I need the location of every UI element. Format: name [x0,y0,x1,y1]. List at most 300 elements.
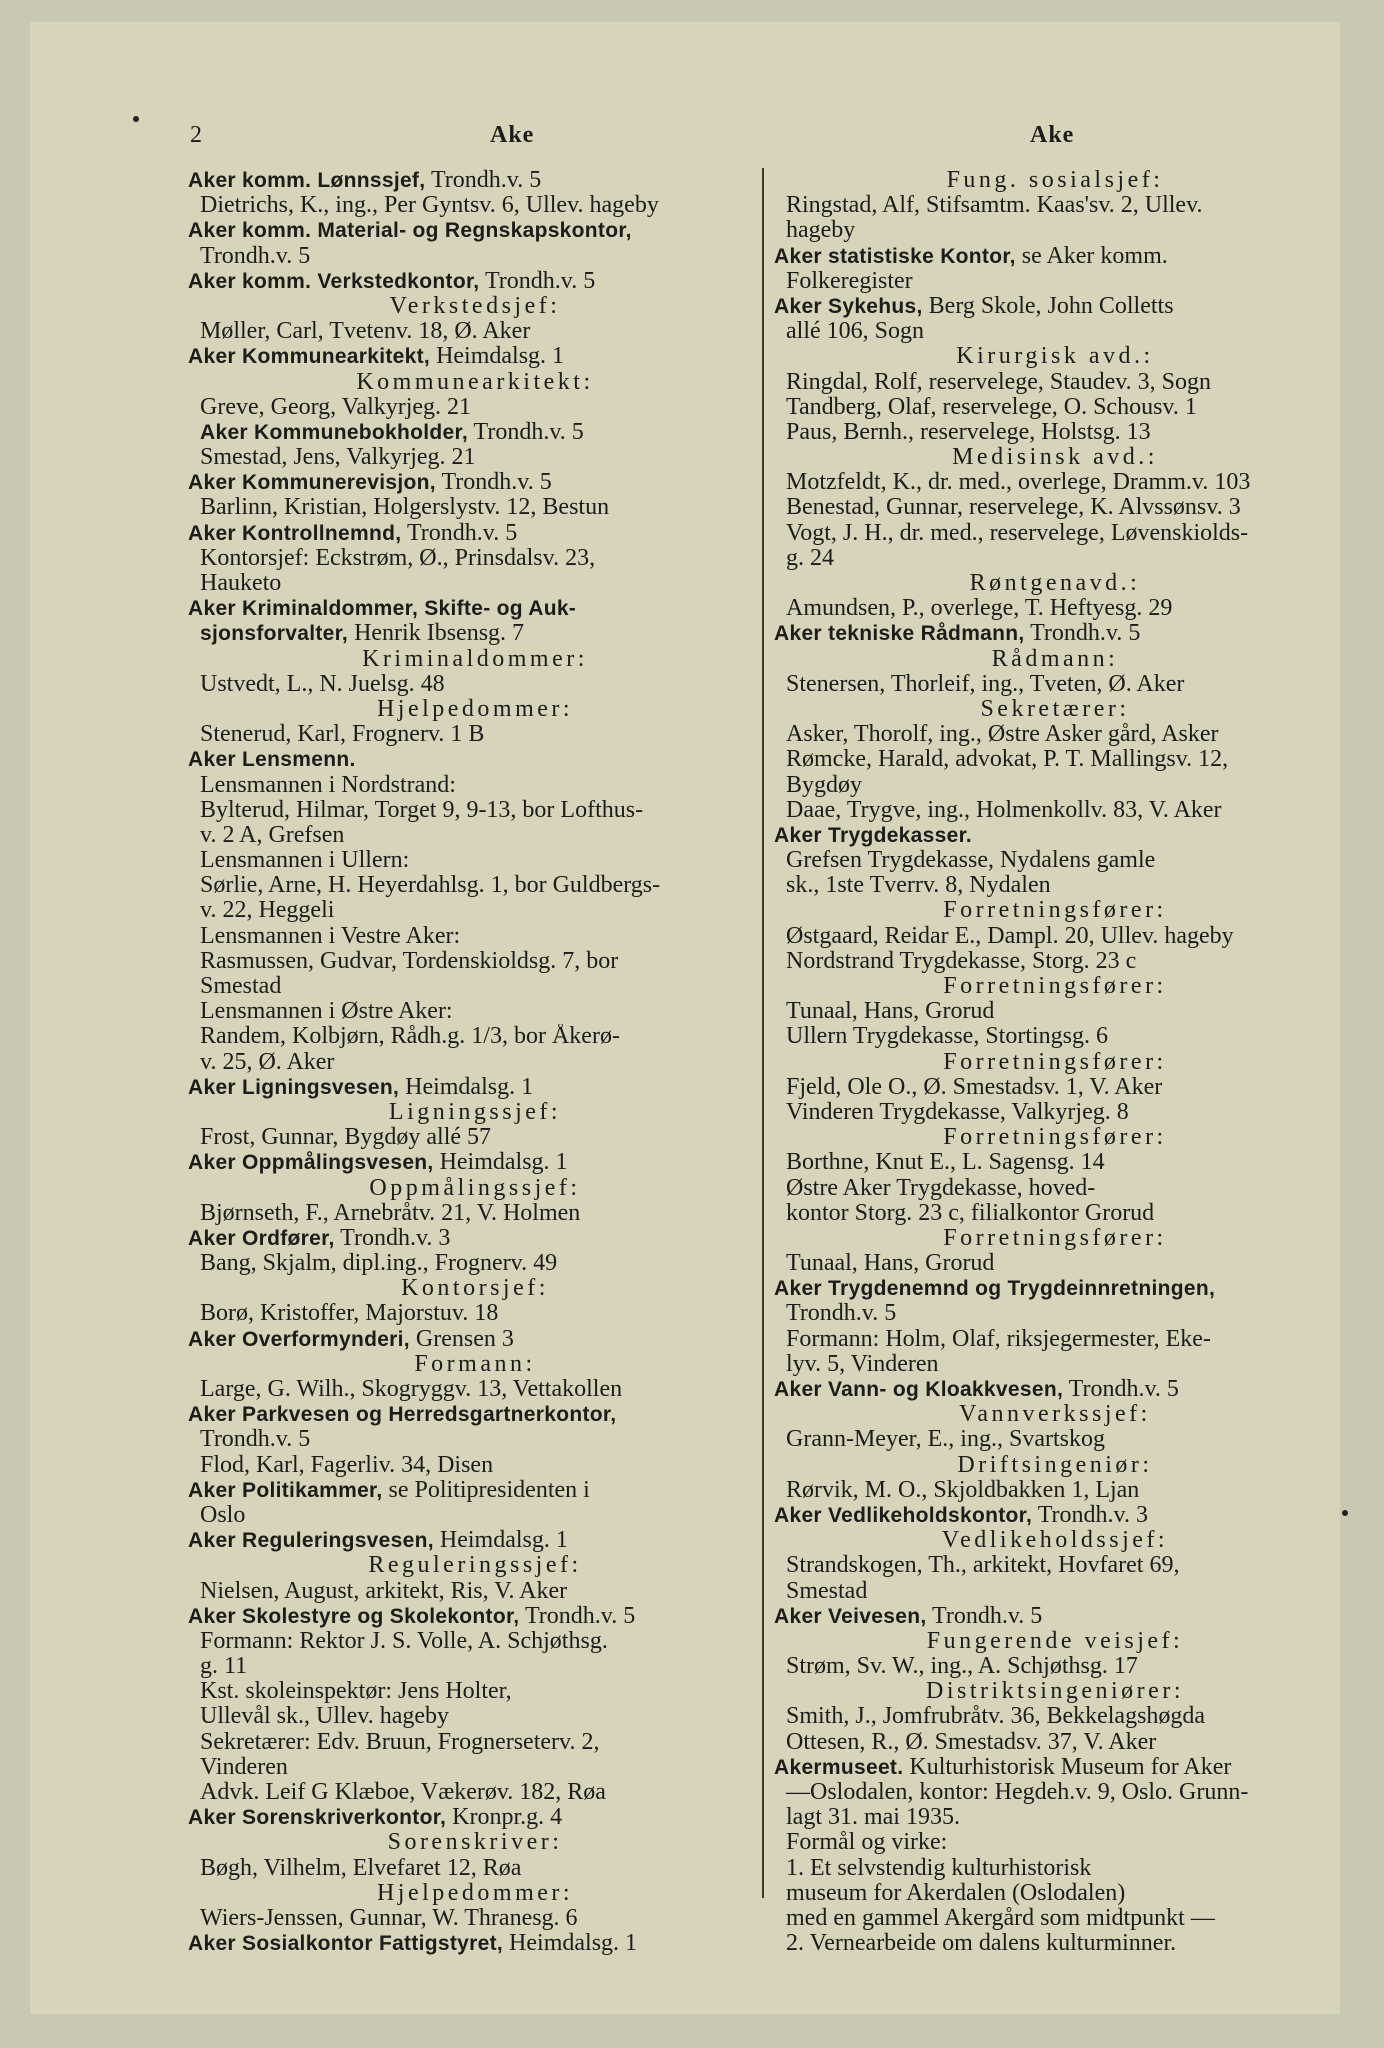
entry-text: Østre Aker Trygdekasse, hoved- [786,1175,1096,1201]
directory-line [774,873,1336,898]
entry-name: Aker Politikammer, [188,1478,383,1502]
entry-text: Trondh.v. 5 [425,168,542,193]
entry-text: Trondh.v. 5 [1063,1377,1179,1402]
entry-name: Aker Kriminaldommer, Skifte- og Auk- [188,597,577,621]
entry-name: Aker Vedlikeholdskontor, [774,1503,1033,1527]
entry-text: Smith, J., Jomfrubråtv. 36, Bekkelagshøgda [786,1704,1206,1730]
entry-text: Vinderen Trygdekasse, Valkyrjeg. 8 [786,1099,1129,1125]
directory-line [188,1654,762,1679]
entry-text: Stenerud, Karl, Frognerv. 1 B [200,722,485,748]
entry-text: Reguleringssjef: [368,1553,582,1579]
entry-name: Akermuseet. [774,1755,904,1779]
entry-name: Aker Veivesen, [774,1604,927,1628]
directory-line [774,420,1336,445]
directory-line [188,722,762,747]
entry-name: Aker Ordfører, [188,1226,335,1250]
directory-line [188,319,762,344]
entry-text: Flod, Karl, Fagerliv. 34, Disen [200,1452,494,1478]
entry-text: Sorenskriver: [387,1830,563,1856]
directory-line [774,370,1336,395]
entry-text: Kriminaldommer: [362,646,588,672]
entry-text: Frost, Gunnar, Bygdøy allé 57 [200,1125,492,1151]
directory-line [774,1856,1336,1881]
entry-text: Fjeld, Ole O., Ø. Smestadsv. 1, V. Aker [786,1074,1163,1100]
directory-line [188,974,762,999]
directory-subheading [188,1176,762,1201]
entry-text: lagt 31. mai 1935. [786,1805,960,1831]
entry-text: hageby [786,218,856,244]
entry-name: Aker Kommunearkitekt, [188,345,431,369]
entry-text: Formann: [414,1351,536,1377]
directory-subheading [774,647,1336,672]
entry-text: Sekretærer: [980,696,1130,722]
entry-text: Grann-Meyer, E., ing., Svartskog [786,1427,1105,1453]
entry-text: 2. Vernearbeide om dalens kulturminner. [786,1931,1177,1957]
directory-line [188,949,762,974]
entry-text: Trondh.v. 5 [1024,621,1141,647]
entry-text: Vannverkssjef: [959,1402,1151,1428]
entry-text: Vinderen [200,1754,288,1780]
entry-text: Ringstad, Alf, Stifsamtm. Kaas'sv. 2, Ullev. [786,193,1203,219]
directory-line [188,1755,762,1780]
entry-text: Heimdalsg. 1 [433,1528,568,1554]
entry-text: Grefsen Trygdekasse, Nydalens gamle [786,848,1156,874]
directory-subheading [774,898,1336,923]
directory-line [774,1830,1336,1855]
directory-line [774,1906,1336,1931]
directory-line [774,1730,1336,1755]
entry-text: Trondh.v. 5 [200,1427,311,1453]
entry-text: lyv. 5, Vinderen [786,1351,939,1377]
entry-text: Rådmann: [991,646,1119,672]
directory-line [188,1579,762,1604]
directory-entry-heading [188,470,762,495]
directory-entry-heading [188,269,762,294]
entry-text: Henrik Ibsensg. 7 [348,621,525,647]
directory-line [774,1301,1336,1326]
directory-line [774,1780,1336,1805]
entry-text: Forretningsfører: [943,1225,1167,1251]
entry-text: allé 106, Sogn [786,319,924,345]
entry-text: g. 11 [200,1654,248,1680]
directory-line [188,546,762,571]
entry-text: Vogt, J. H., dr. med., reservelege, Løvenskiolds- [786,520,1249,546]
entry-name: Aker Trygdenemnd og Trygdeinnretningen, [774,1277,1216,1301]
directory-entry-heading [188,596,762,621]
entry-text: Bygdøy [786,772,863,798]
directory-line [774,269,1336,294]
entry-text: Asker, Thorolf, ing., Østre Asker gård, Asker [786,722,1219,748]
directory-line [188,1704,762,1729]
entry-text: Medisinsk avd.: [952,445,1158,471]
entry-text: Fungerende veisjef: [926,1628,1184,1654]
entry-text: Ustvedt, L., N. Juelsg. 48 [200,671,445,697]
directory-entry-heading [774,1276,1336,1301]
directory-line [774,1352,1336,1377]
entry-text: Hauketo [200,571,282,596]
directory-entry-heading [774,244,1336,269]
entry-text: Folkeregister [786,268,913,294]
entry-name: Aker Lensmenn. [188,748,356,772]
directory-line [188,1201,762,1226]
entry-text: Vedlikeholdssjef: [941,1528,1169,1554]
directory-entry-heading [774,621,1336,646]
entry-text: Rømcke, Harald, advokat, P. T. Mallingsv. 12, [786,747,1229,773]
entry-text: se Politipresidenten i [382,1477,590,1503]
directory-line [774,218,1336,243]
directory-line [774,521,1336,546]
directory-line [188,1427,762,1452]
entry-text: Trondh.v. 5 [519,1603,636,1629]
entry-text: Trondh.v. 5 [786,1301,897,1327]
entry-text: Rørvik, M. O., Skjoldbakken 1, Ljan [786,1477,1140,1503]
entry-name: Aker Oppmålingsvesen, [188,1151,434,1175]
entry-text: Large, G. Wilh., Skogryggv. 13, Vettakollen [200,1377,623,1402]
entry-name: Aker Reguleringsvesen, [188,1529,434,1553]
entry-text: Oslo [200,1502,246,1528]
directory-line [774,924,1336,949]
entry-text: Wiers-Jenssen, Gunnar, W. Thranesg. 6 [200,1905,578,1931]
column-divider [762,168,764,1898]
directory-line [774,848,1336,873]
entry-text: Forretningsfører: [943,1049,1167,1075]
directory-line [188,1503,762,1528]
directory-subheading [188,1352,762,1377]
print-speck [133,116,139,122]
directory-line [188,1251,762,1276]
directory-line [774,1100,1336,1125]
directory-line [774,1201,1336,1226]
directory-subheading [774,1226,1336,1251]
entry-text: —Oslodalen, kontor: Hegdeh.v. 9, Oslo. Grunn- [786,1780,1249,1805]
directory-entry-heading [188,218,762,243]
entry-text: Stenersen, Thorleif, ing., Tveten, Ø. Aker [786,671,1185,697]
directory-line [774,1704,1336,1729]
directory-subheading [774,1679,1336,1704]
entry-text: Distriktsingeniører: [926,1679,1184,1705]
directory-entry-heading [188,1402,762,1427]
directory-line [774,319,1336,344]
directory-subheading [774,445,1336,470]
entry-text: Kirurgisk avd.: [956,344,1154,370]
entry-name: Aker Overformynderi, [188,1327,410,1351]
entry-text: Berg Skole, John Colletts [922,293,1174,319]
directory-line [774,1327,1336,1352]
entry-text: Sørlie, Arne, H. Heyerdahlsg. 1, bor Guldbergs- [200,873,661,899]
entry-text: Trondh.v. 3 [334,1225,451,1251]
directory-line [188,798,762,823]
entry-text: Sekretærer: Edv. Bruun, Frognerseterv. 2, [200,1729,600,1755]
directory-line [774,1427,1336,1452]
entry-text: Benestad, Gunnar, reservelege, K. Alvssønsv. 3 [786,495,1241,521]
directory-line [188,193,762,218]
entry-text: Hjelpedommer: [376,696,574,722]
directory-line [774,1579,1336,1604]
directory-line [774,1553,1336,1578]
directory-entry-heading [188,1478,762,1503]
directory-entry-heading [188,1604,762,1629]
entry-text: v. 25, Ø. Aker [200,1049,335,1075]
directory-subheading [774,1453,1336,1478]
directory-line [774,1654,1336,1679]
directory-entry-heading [188,168,762,193]
directory-entry-heading [774,1604,1336,1629]
directory-line [774,773,1336,798]
directory-subheading [774,571,1336,596]
directory-line [188,1125,762,1150]
entry-text: v. 22, Heggeli [200,898,335,924]
directory-line [774,722,1336,747]
directory-line [188,1780,762,1805]
running-head-right: Ake [1030,122,1075,148]
directory-line [188,823,762,848]
entry-text: Oppmålingssjef: [369,1175,581,1201]
entry-text: Kst. skoleinspektør: Jens Holter, [200,1679,512,1705]
entry-text: Grensen 3 [409,1326,514,1352]
directory-line [188,924,762,949]
directory-subheading [188,647,762,672]
directory-line [188,773,762,798]
entry-text: Bøgh, Vilhelm, Elvefaret 12, Røa [200,1855,522,1881]
directory-line [774,495,1336,520]
entry-text: Heimdalsg. 1 [399,1074,534,1100]
page-number: 2 [190,122,202,148]
directory-entry-heading [774,294,1336,319]
directory-line [774,798,1336,823]
entry-text: Trondh.v. 5 [926,1603,1043,1629]
directory-entry-heading [188,1075,762,1100]
print-speck [1342,1510,1348,1516]
directory-subheading [774,344,1336,369]
directory-entry-heading [188,621,762,646]
directory-line [188,244,762,269]
entry-text: med en gammel Akergård som midtpunkt — [786,1905,1215,1931]
entry-name: Aker Sosialkontor Fattigstyret, [188,1932,504,1956]
directory-entry-heading [188,1226,762,1251]
directory-line [774,1075,1336,1100]
entry-text: Greve, Georg, Valkyrjeg. 21 [200,394,472,420]
directory-line [774,999,1336,1024]
directory-entry-heading [188,1931,762,1956]
directory-subheading [774,1050,1336,1075]
entry-name: Aker Kontrollnemnd, [188,521,402,545]
directory-entry-heading [774,1377,1336,1402]
directory-line [188,445,762,470]
directory-line [774,747,1336,772]
entry-text: Verkstedsjef: [389,293,561,319]
entry-text: kontor Storg. 23 c, filialkontor Grorud [786,1200,1155,1226]
entry-name: Aker Trygdekasser. [774,823,973,847]
entry-text: Advk. Leif G Klæboe, Vækerøv. 182, Røa [200,1780,606,1805]
directory-line [774,395,1336,420]
directory-line [188,873,762,898]
entry-text: Formål og virke: [786,1830,948,1856]
directory-subheading [188,1276,762,1301]
directory-line [774,1478,1336,1503]
directory-subheading [188,1100,762,1125]
entry-text: sk., 1ste Tverrv. 8, Nydalen [786,873,1051,899]
directory-line [188,1629,762,1654]
entry-text: Barlinn, Kristian, Holgerslystv. 12, Bestun [200,495,610,521]
entry-name: Aker statistiske Kontor, [774,244,1016,268]
directory-line [188,1679,762,1704]
entry-text: Nordstrand Trygdekasse, Storg. 23 c [786,948,1137,974]
directory-subheading [774,1629,1336,1654]
directory-line [774,1176,1336,1201]
directory-line [188,1730,762,1755]
entry-text: Smestad, Jens, Valkyrjeg. 21 [200,445,476,471]
entry-name: Aker Sykehus, [774,294,923,318]
directory-entry-heading [188,1327,762,1352]
directory-line [774,470,1336,495]
entry-name: Aker Kommunerevisjon, [188,471,436,495]
entry-name: Aker komm. Verkstedkontor, [188,269,480,293]
directory-line [188,1453,762,1478]
entry-text: Randem, Kolbjørn, Rådh.g. 1/3, bor Åkerø- [200,1024,620,1050]
entry-text: Røntgenavd.: [969,571,1141,596]
entry-text: Strandskogen, Th., arkitekt, Hovfaret 69, [786,1553,1180,1579]
entry-text: Kommunearkitekt: [356,369,594,395]
entry-text: Ullevål sk., Ullev. hageby [200,1704,450,1730]
entry-name: Aker Skolestyre og Skolekontor, [188,1604,520,1628]
entry-name: Aker komm. Material- og Regnskapskontor, [188,219,632,243]
entry-text: g. 24 [786,545,834,571]
directory-subheading [188,1830,762,1855]
entry-text: Hjelpedommer: [376,1880,574,1906]
directory-line [188,999,762,1024]
entry-name: Aker Kommunebokholder, [200,420,468,444]
entry-text: Tunaal, Hans, Grorud [786,1251,995,1277]
entry-text: Lensmannen i Nordstrand: [200,772,456,798]
entry-text: Trondh.v. 3 [1032,1502,1148,1528]
entry-text: Bang, Skjalm, dipl.ing., Frognerv. 49 [200,1251,558,1277]
directory-line [188,1856,762,1881]
directory-line [188,848,762,873]
directory-line [774,596,1336,621]
directory-line [774,1024,1336,1049]
entry-text: Motzfeldt, K., dr. med., overlege, Dramm.v. 103 [786,470,1251,496]
directory-line [774,1251,1336,1276]
entry-text: Ullern Trygdekasse, Stortingsg. 6 [786,1024,1109,1050]
entry-text: Lensmannen i Østre Aker: [200,999,453,1025]
entry-text: Heimdalsg. 1 [430,344,565,370]
directory-entry-heading [188,1150,762,1175]
entry-text: Ringdal, Rolf, reservelege, Staudev. 3, Sogn [786,369,1212,395]
entry-text: Heimdalsg. 1 [503,1931,638,1957]
directory-line [774,672,1336,697]
directory-subheading [774,697,1336,722]
entry-text: Daae, Trygve, ing., Holmenkollv. 83, V. Aker [786,797,1222,823]
directory-subheading [188,370,762,395]
entry-text: Trondh.v. 5 [467,419,584,445]
directory-line [188,1377,762,1402]
directory-entry-heading [774,1755,1336,1780]
directory-subheading [188,1881,762,1906]
directory-entry-heading [774,1503,1336,1528]
directory-entry-heading [188,747,762,772]
entry-name: sjonsforvalter, [200,622,349,646]
directory-entry-heading [774,823,1336,848]
entry-text: Borø, Kristoffer, Majorstuv. 18 [200,1301,499,1327]
entry-text: Forretningsfører: [943,974,1167,999]
entry-text: Paus, Bernh., reservelege, Holstsg. 13 [786,419,1151,445]
directory-entry-heading [188,344,762,369]
directory-entry-heading [188,1805,762,1830]
entry-name: Aker Parkvesen og Herredsgartnerkontor, [188,1403,617,1427]
entry-text: Kontorsjef: Eckstrøm, Ø., Prinsdalsv. 23, [200,545,596,571]
entry-text: Lensmannen i Vestre Aker: [200,923,461,949]
entry-name: Aker Sorenskriverkontor, [188,1806,447,1830]
entry-text: Kontorsjef: [401,1276,549,1302]
entry-text: Formann: Rektor J. S. Volle, A. Schjøthsg. [200,1628,608,1654]
entry-text: Strøm, Sv. W., ing., A. Schjøthsg. 17 [786,1654,1138,1680]
entry-text: Ottesen, R., Ø. Smestadsv. 37, V. Aker [786,1729,1157,1755]
directory-line [188,1906,762,1931]
entry-text: museum for Akerdalen (Oslodalen) [786,1880,1126,1906]
directory-line [774,193,1336,218]
entry-text: se Aker komm. [1015,243,1168,269]
entry-text: Nielsen, August, arkitekt, Ris, V. Aker [200,1578,568,1604]
directory-line [188,672,762,697]
directory-line [188,395,762,420]
entry-text: Kulturhistorisk Museum for Aker [903,1754,1232,1780]
directory-line [188,1024,762,1049]
entry-text: Østgaard, Reidar E., Dampl. 20, Ullev. hageby [786,923,1234,949]
directory-line [774,546,1336,571]
entry-text: Dietrichs, K., ing., Per Gyntsv. 6, Ullev. hageby [200,193,659,219]
entry-text: Driftsingeniør: [957,1452,1153,1478]
entry-text: Møller, Carl, Tvetenv. 18, Ø. Aker [200,319,531,345]
directory-subheading [188,1553,762,1578]
directory-subheading [774,1125,1336,1150]
directory-line [774,1881,1336,1906]
entry-text: Bylterud, Hilmar, Torget 9, 9-13, bor Lofthus- [200,797,644,823]
directory-line [188,571,762,596]
directory-entry-heading [188,420,762,445]
entry-text: Formann: Holm, Olaf, riksjegermester, Eke- [786,1326,1211,1352]
directory-entry-heading [188,521,762,546]
entry-text: Forretningsfører: [943,898,1167,924]
entry-text: Trondh.v. 5 [200,243,311,269]
entry-text: Borthne, Knut E., L. Sagensg. 14 [786,1150,1105,1176]
directory-subheading [774,1528,1336,1553]
entry-text: Ligningssjef: [388,1099,562,1125]
directory-subheading [774,168,1336,193]
directory-entry-heading [188,1528,762,1553]
entry-text: Fung. sosialsjef: [946,168,1164,193]
entry-text: Rasmussen, Gudvar, Tordenskioldsg. 7, bor [200,948,619,974]
directory-line [774,1150,1336,1175]
entry-text: Heimdalsg. 1 [433,1150,568,1176]
directory-subheading [774,974,1336,999]
entry-text: Trondh.v. 5 [479,268,596,294]
entry-text: Smestad [200,974,282,999]
running-head-left: Ake [490,122,535,148]
entry-name: Aker komm. Lønnssjef, [188,169,426,192]
entry-text: Bjørnseth, F., Arnebråtv. 21, V. Holmen [200,1200,581,1226]
entry-text: Trondh.v. 5 [435,470,552,496]
entry-text: Kronpr.g. 4 [446,1805,563,1831]
directory-line [774,949,1336,974]
directory-subheading [188,697,762,722]
directory-line [188,1050,762,1075]
directory-subheading [774,1402,1336,1427]
directory-line [774,1931,1336,1956]
entry-text: Trondh.v. 5 [401,520,518,546]
entry-text: Forretningsfører: [943,1125,1167,1151]
entry-text: Lensmannen i Ullern: [200,848,410,874]
entry-text: v. 2 A, Grefsen [200,822,345,848]
